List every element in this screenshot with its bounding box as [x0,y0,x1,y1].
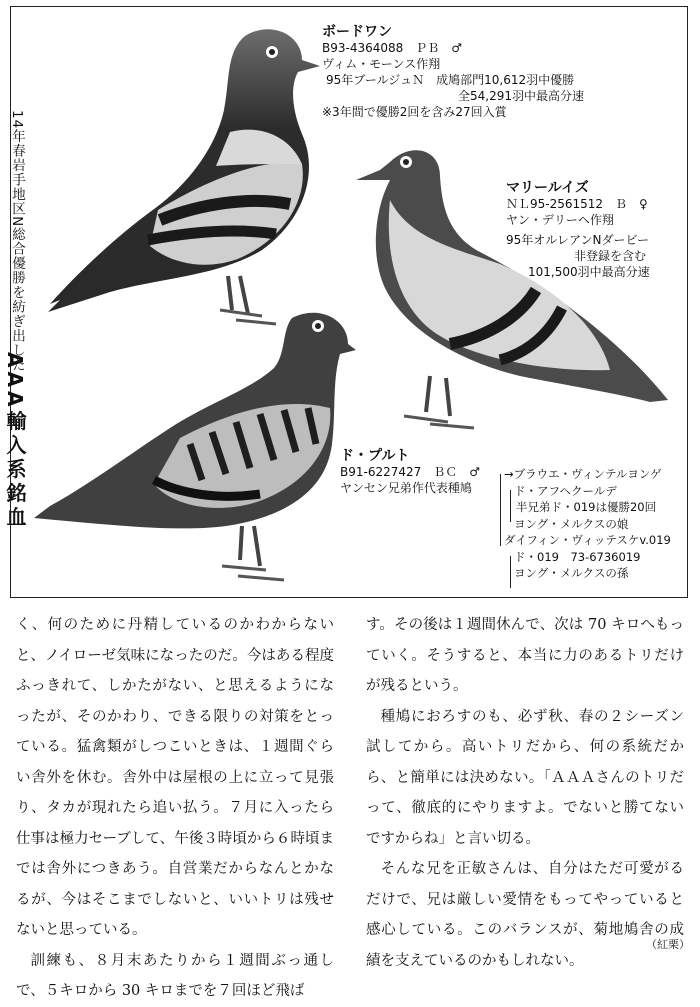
bird-info-line: B93-4364088 ＰＢ ♂ [322,41,463,55]
vertical-caption: 14年春岩手地区N総合優勝を紡ぎ出した [9,110,25,373]
bird-info-line: ヤン・デリーヘ作翔 [506,213,614,227]
author-credit: （紅栗） [646,938,690,951]
pedigree-item: 半兄弟ド・019は優勝20回 [516,500,657,514]
bird-name: マリールイズ [506,180,589,196]
body-column-left [16,610,334,1007]
bird-info-line: 101,500羽中最高分速 [528,265,650,279]
body-column-right [366,610,684,976]
body-paragraph: 訓練も、８月末あたりから１週間ぶっ通しで、５キロから 30 キロまでを７回ほど飛ば [16,952,334,999]
bird-name: ボードワン [322,24,392,40]
bird-info-line: 95年ブールジュＮ 成鳩部門10,612羽中優勝 [326,73,575,87]
pedigree-item: ド・アフヘクールデ [514,483,617,498]
pedigree [504,466,671,582]
pedigree-item: ヨング・メルクスの娘 [514,516,629,531]
label-de-prult [340,448,480,496]
label-marie-louise [506,180,650,280]
body-paragraph: 種鳩におろすのも、必ず秋、春の２シーズン試してから。高いトリだから、何の系統だから、と簡単には決めない。「ＡＡＡさんのトリだって、徹底的にやりますよ。でないと勝てないですからね」と言い切る。 [366,708,684,847]
pigeon-image-de-prult [30,304,360,590]
bird-info-line: ヤンセン兄弟作代表種鳩 [340,481,472,495]
pedigree-connector [510,490,511,522]
bird-info-line: ＮＬ95-2561512 Ｂ ♀ [506,197,648,211]
label-baudouin [322,24,584,120]
vertical-title: AAA輸入系銘血 [3,352,27,531]
bird-name: ド・プルト [340,448,410,464]
bird-info-line: 非登録を含む [574,249,647,263]
bird-info-line: ※3年間で優勝2回を含み27回入賞 [322,105,507,119]
pedigree-connector [510,556,511,588]
body-paragraph: す。その後は１週間休んで、次は 70 キロへもっていく。そうすると、本当に力のあるトリだけが残るという。 [366,617,684,694]
pigeon-image-baudouin [40,14,330,336]
pedigree-connector [500,474,501,546]
bird-info-line: 95年オルレアンNダービー [506,233,649,247]
bird-info-line: 全54,291羽中最高分速 [458,89,584,103]
body-paragraph: そんな兄を正敏さんは、自分はただ可愛がるだけで、兄は厳しい愛情をもってやっていると感心している。このバランスが、菊地鳩舎の成績を支えているのかもしれない。 [366,861,684,969]
pedigree-item: →ブラウエ・ヴィンテルヨンゲ [504,467,662,481]
pedigree-item: ド・019 73-6736019 [514,549,641,564]
pedigree-item: ダイフィン・ヴィッテスケv.019 [504,533,671,547]
pedigree-item: ヨング・メルクスの孫 [514,566,629,580]
body-paragraph: く、何のために丹精しているのかわからないと、ノイローゼ気味になったのだ。今はある程度ふっきれて、しかたがない、と思えるようになったが、そのかわり、できる限りの対策をとっている。猛禽類がしつこいときは、１週間ぐらい舎外を休む。舎外中は屋根の上に立って見張り、タカが現れたら追い払う。７月に入ったら仕事は極力セーブして、午後３時頃から６時頃までは舎外につきあう。自営業だからなんとかなるが、今はそこまでしないと、いいトリは残せないと思っている。 [16,617,334,938]
bird-info-line: ヴィム・モーンス作翔 [322,57,441,71]
bird-info-line: B91-6227427 ＢＣ ♂ [340,465,481,479]
